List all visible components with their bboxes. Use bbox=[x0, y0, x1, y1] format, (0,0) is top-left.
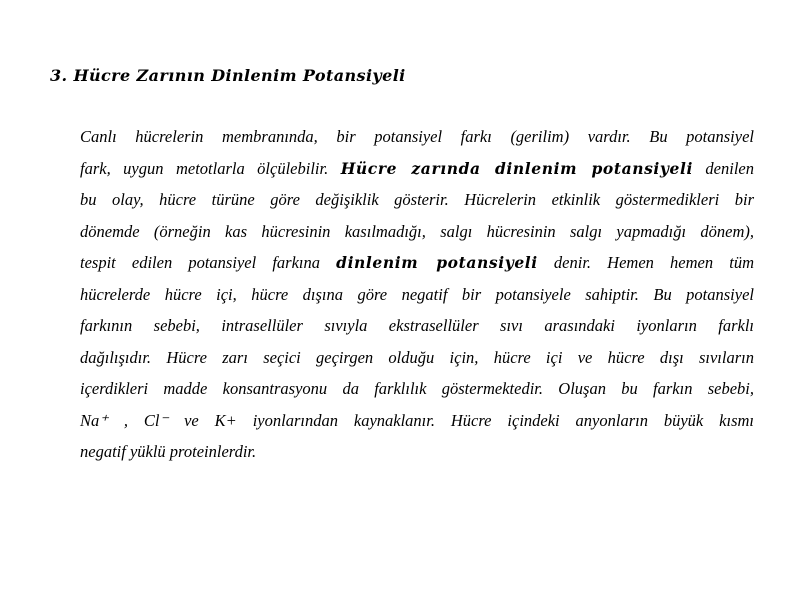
paragraph-line bbox=[80, 342, 754, 374]
text-run: dönemde (örneğin kas hücresinin kasılmadığı, salgı hücresinin salgı yapmadığı dönem), bbox=[80, 221, 754, 241]
paragraph-line bbox=[80, 184, 754, 216]
text-run: negatif yüklü proteinlerdir. bbox=[80, 442, 257, 461]
paragraph-line bbox=[80, 310, 754, 342]
text-run: hücrelerde hücre içi, hücre dışına göre negatif bir potansiyele sahiptir. Bu potansiyel bbox=[80, 284, 754, 304]
emphasized-term: dinlenim potansiyeli bbox=[336, 253, 538, 272]
section-heading: 3. Hücre Zarının Dinlenim Potansiyeli bbox=[50, 66, 406, 85]
paragraph-line bbox=[80, 216, 754, 248]
paragraph-line bbox=[80, 373, 754, 405]
paragraph-line bbox=[80, 279, 754, 311]
text-run: bu olay, hücre türüne göre değişiklik gösterir. Hücrelerin etkinlik göstermedikleri bir bbox=[80, 190, 754, 209]
paragraph-line bbox=[80, 153, 754, 185]
text-run: farkının sebebi, intrasellüler sıvıyla ekstrasellüler sıvı arasındaki iyonların farklı bbox=[80, 316, 754, 335]
text-run: Canlı hücrelerin membranında, bir potansiyel farkı (gerilim) vardır. Bu potansiyel bbox=[80, 127, 754, 146]
paragraph-line bbox=[80, 405, 754, 437]
text-run: fark, uygun metotlarla ölçülebilir. bbox=[80, 158, 341, 178]
paragraph-line bbox=[80, 436, 754, 468]
text-run: denir. Hemen hemen tüm bbox=[537, 253, 755, 272]
text-run: denilen bbox=[692, 158, 754, 178]
text-run: içerdikleri madde konsantrasyonu da farklılık göstermektedir. Oluşan bu farkın sebebi, bbox=[80, 379, 754, 398]
paragraph-line bbox=[80, 247, 754, 279]
body-paragraph bbox=[80, 121, 754, 468]
emphasized-term: Hücre zarında dinlenim potansiyeli bbox=[340, 158, 693, 178]
text-run: dağılışıdır. Hücre zarı seçici geçirgen olduğu için, hücre içi ve hücre dışı sıvıların bbox=[80, 347, 754, 367]
text-run: tespit edilen potansiyel farkına bbox=[80, 253, 337, 272]
paragraph-line bbox=[80, 121, 754, 153]
text-run: Na⁺ , Cl⁻ ve K+ iyonlarından kaynaklanır. Hücre içindeki anyonların büyük kısmı bbox=[80, 410, 754, 430]
